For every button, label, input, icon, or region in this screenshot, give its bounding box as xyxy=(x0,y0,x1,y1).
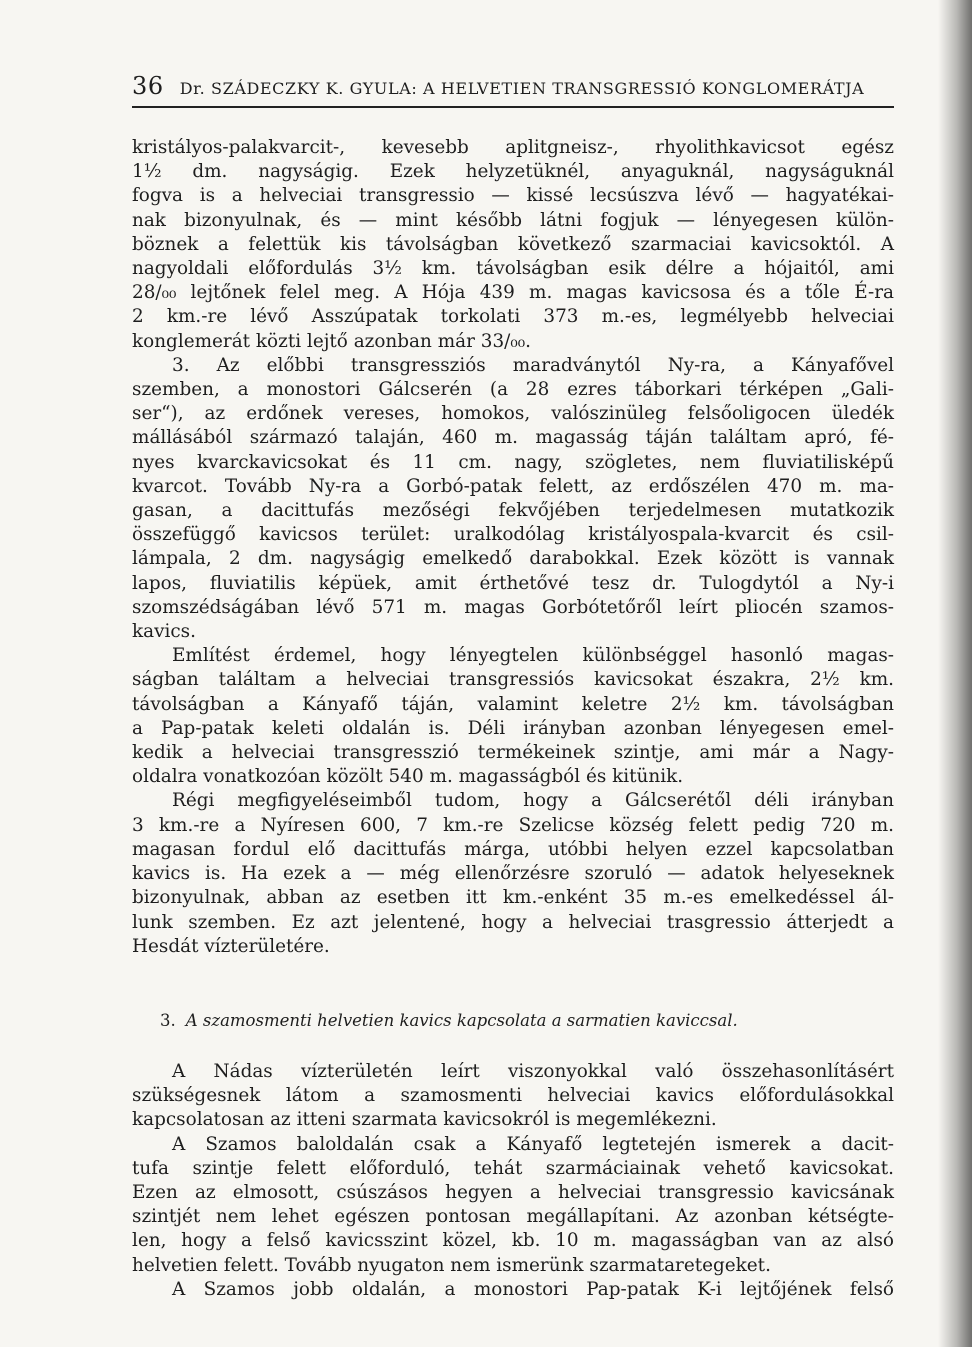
text-line: távolságban a Kányafő táján, valamint keletre 2½ km. távolságban xyxy=(132,693,894,715)
text-line: fogva is a helveciai transgressio — kissé lecsúszva lévő — hagyatékai- xyxy=(132,185,894,207)
page xyxy=(132,72,894,1302)
section-title: A szamosmenti helvetien kavics kapcsolata a sarmatien kaviccsal. xyxy=(185,1010,738,1030)
text-line: kvarcot. Tovább Ny-ra a Gorbó-patak felett, az erdőszélen 470 m. ma- xyxy=(132,475,894,497)
body-text-section xyxy=(132,1060,894,1302)
text-line: nagyoldali előfordulás 3½ km. távolságban esik délre a hójaitól, ami xyxy=(132,258,894,280)
text-line: a Pap-patak keleti oldalán is. Déli irányban azonban lényegesen emel- xyxy=(132,717,894,739)
text-line: ser“), az erdőnek vereses, homokos, valószinüleg felsőoligocen üledék xyxy=(132,403,894,425)
text-line: magasan fordul elő dacittufás márga, utóbbi helyen ezzel kapcsolatban xyxy=(132,838,894,860)
scan-edge-shadow xyxy=(938,0,972,1347)
text-line: Említést érdemel, hogy lényegtelen különbséggel hasonló magas- xyxy=(172,645,894,667)
text-line: szintjét nem lehet egészen pontosan megállapítani. Az azonban kétségte- xyxy=(132,1206,894,1228)
text-line: nyes kvarckavicsokat és 11 cm. nagy, szögletes, nem fluviatilisképű xyxy=(132,451,894,473)
text-line: kristályos-palakvarcit-, kevesebb aplitgneisz-, rhyolithkavicsot egész xyxy=(132,137,894,158)
text-line: 28/₀₀ lejtőnek felel meg. A Hója 439 m. magas kavicsosa és a tőle É-ra xyxy=(132,282,894,304)
text-line: bizonyulnak, abban az esetben itt km.-enként 35 m.-es emelkedéssel ál- xyxy=(132,887,894,909)
text-line: szemben, a monostori Gálcserén (a 28 ezres táborkari térképen „Gali- xyxy=(132,379,894,401)
text-line: böznek a felettük kis távolságban következő szarmaciai kavicsoktól. A xyxy=(132,233,894,255)
text-line: lunk szemben. Ez azt jelentené, hogy a helveciai trasgressio átterjedt a xyxy=(132,911,894,933)
text-line: Ezen az elmosott, csúszásos hegyen a helveciai transgressio kavicsának xyxy=(132,1181,894,1203)
text-line: konglemerát közti lejtő azonban már 33/₀₀. xyxy=(132,330,531,352)
text-line: szükségesnek látom a szamosmenti helveciai kavics előfordulásokkal xyxy=(132,1085,894,1107)
text-line: összefüggő kavicsos terület: uralkodólag kristályospala-kvarcit és csil- xyxy=(132,524,894,546)
text-line: A Nádas vízterületén leírt viszonyokkal való összehasonlításért xyxy=(172,1060,894,1082)
text-line: 3. Az előbbi transgressziós maradványtól Ny-ra, a Kányafővel xyxy=(172,354,894,376)
text-line: Hesdát vízterületére. xyxy=(132,935,330,957)
text-line: nak bizonyulnak, és — mint később látni fogjuk — lényegesen külön- xyxy=(132,209,894,231)
text-line: oldalra vonatkozóan közölt 540 m. magasságból és kitünik. xyxy=(132,766,684,788)
text-line: tufa szintje felett előforduló, tehát szarmáciainak vehető kavicsokat. xyxy=(132,1157,894,1179)
text-line: ságban találtam a helveciai transgressiós kavicsokat északra, 2½ km. xyxy=(132,669,894,691)
text-line: kedik a helveciai transgresszió termékeinek szintje, ami már a Nagy- xyxy=(132,742,894,764)
text-line: A Szamos baloldalán csak a Kányafő legtetején ismerek a dacit- xyxy=(172,1133,894,1155)
text-line: 3 km.-re a Nyíresen 600, 7 km.-re Szelicse község felett pedig 720 m. xyxy=(132,814,894,836)
text-line: lapos, fluviatilis képüek, amit érthetővé tesz dr. Tulogdytól a Ny-i xyxy=(132,572,894,594)
text-line: 2 km.-re lévő Asszúpatak torkolati 373 m.-es, legmélyebb helveciai xyxy=(132,306,894,328)
running-header xyxy=(132,72,894,108)
text-line: helvetien felett. Tovább nyugaton nem ismerünk szarmataretegeket. xyxy=(132,1254,771,1276)
text-line: kavics. xyxy=(132,621,196,643)
running-title: Dr. SZÁDECZKY K. GYULA: A HELVETIEN TRANSGRESSIÓ KONGLOMERÁTJA xyxy=(179,79,865,98)
body-text xyxy=(132,136,894,959)
text-line: 1½ dm. nagyságig. Ezek helyzetüknél, anyaguknál, nagyságuknál xyxy=(132,161,894,183)
text-line: mállásából származó talaján, 460 m. magasság táján találtam apró, fé- xyxy=(132,427,894,449)
text-line: Régi megfigyeléseimből tudom, hogy a Gálcserétől déli irányban xyxy=(172,790,894,812)
text-line: len, hogy a felső kavicsszint közel, kb. 10 m. magasságban van az alsó xyxy=(132,1230,894,1252)
text-line: lámpala, 2 dm. nagyságig emelkedő darabokkal. Ezek között is vannak xyxy=(132,548,894,570)
text-line: kapcsolatosan az itteni szarmata kavicsokról is megemlékezni. xyxy=(132,1109,717,1131)
text-line: gasan, a dacittufás mezőségi fekvőjében terjedelmesen mutatkozik xyxy=(132,500,894,522)
text-line: kavics is. Ha ezek a — még ellenőrzésre szoruló — adatok helyeseknek xyxy=(132,863,894,885)
text-line: A Szamos jobb oldalán, a monostori Pap-patak K-i lejtőjének felső xyxy=(172,1278,894,1300)
section-heading xyxy=(132,1011,894,1030)
page-number: 36 xyxy=(132,72,164,100)
section-number: 3. xyxy=(160,1010,176,1030)
text-line: szomszédságában lévő 571 m. magas Gorbótetőről leírt pliocén szamos- xyxy=(132,596,894,618)
